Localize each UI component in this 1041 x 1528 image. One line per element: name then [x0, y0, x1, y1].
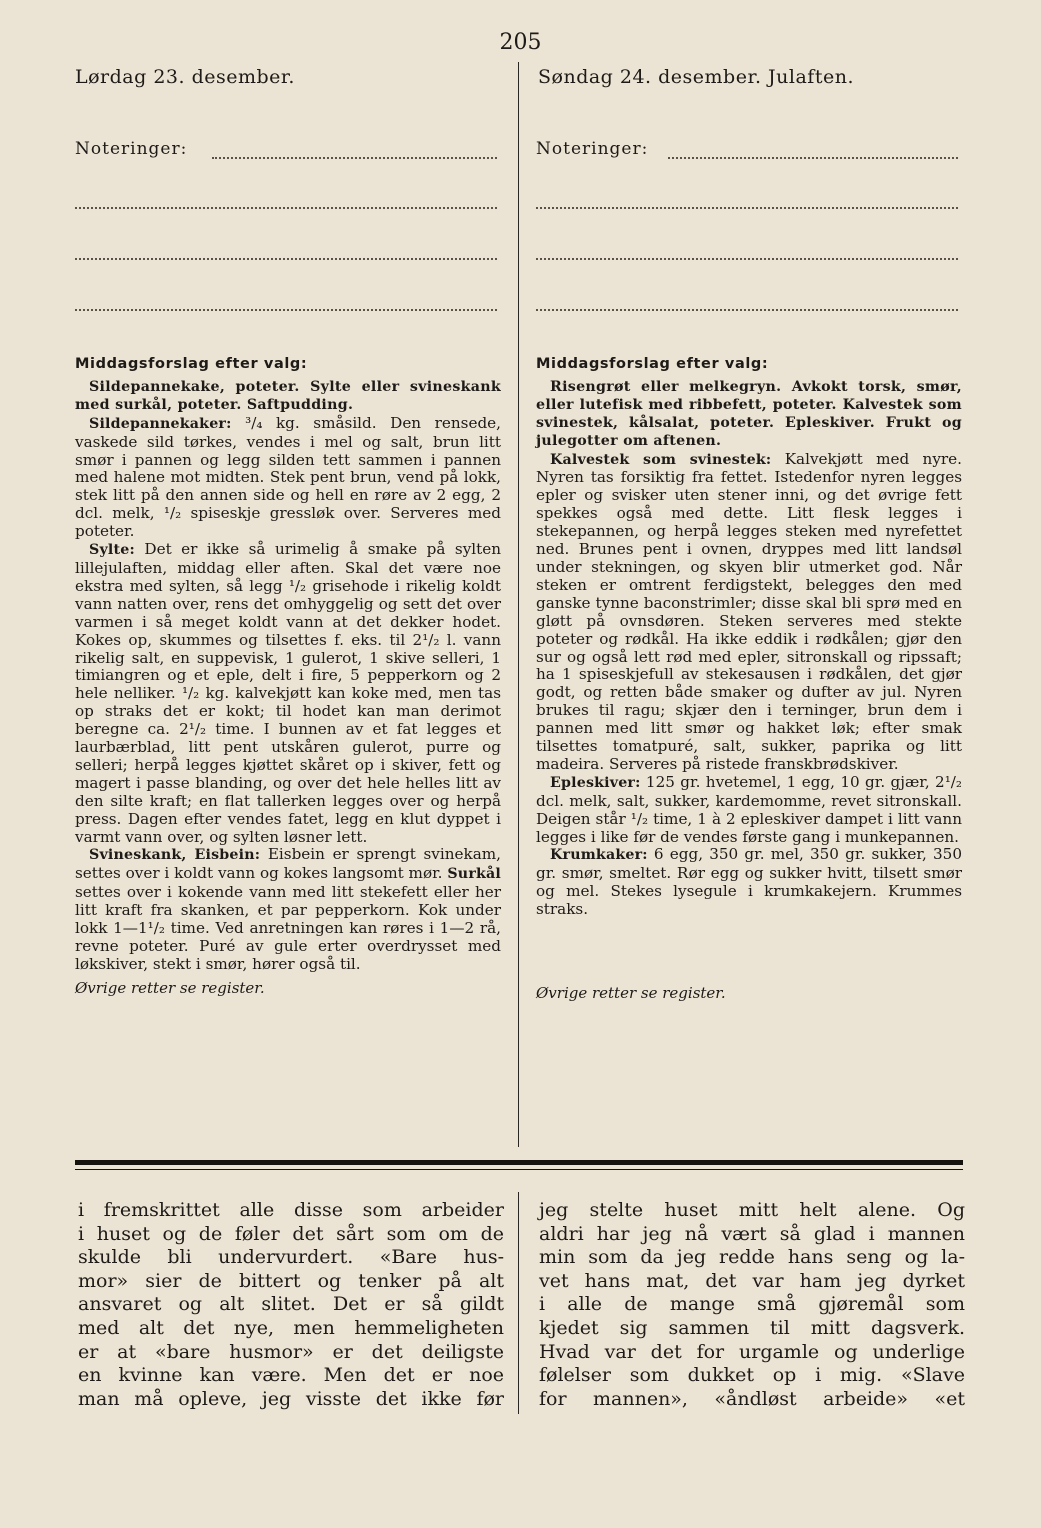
right-recipe-krumkaker	[536, 846, 962, 919]
recipe-subtitle: Surkål	[447, 866, 502, 883]
section-rule-heavy	[75, 1160, 963, 1165]
recipe-text: ³/₄ kg. småsild. Den rensede, vaskede sild tørkes, vendes i mel og salt, brun litt smør i pannen og legg silden tett sammen i pannen med halene mot midten. Stek pent brun, vend på lokk, stek litt på den annen side og hell en røre av 2 egg, 2 dcl. melk, ¹/₂ spiseskje gressløk over. Serveres med poteter.	[75, 413, 501, 541]
text-line: er at «bare husmor» er det deiligste	[78, 1340, 504, 1363]
text-line: jeg stelte huset mitt helt alene. Og	[539, 1199, 965, 1221]
left-day-heading: Lørdag 23. desember.	[75, 66, 295, 88]
recipe-title: Kalvestek som svinestek:	[550, 451, 772, 468]
left-notes-line-4	[75, 309, 497, 311]
bottom-column-divider	[518, 1192, 519, 1414]
text-line: vet hans mat, det var ham jeg dyrket	[539, 1269, 965, 1292]
text-line: aldri har jeg nå vært så glad i mannen	[539, 1222, 965, 1245]
left-notes-line-3	[75, 258, 497, 260]
text-line: med alt det nye, men hemmeligheten	[78, 1316, 504, 1339]
recipe-text: 6 egg, 350 gr. mel, 350 gr. sukker, 350 gr. smør, smeltet. Rør egg og sukker hvitt, tilsett smør og mel. Stekes lysegule i krumkakejern. Krummes straks.	[536, 845, 963, 919]
left-footer-note: Øvrige retter se register.	[75, 978, 265, 997]
left-notes-label: Noteringer:	[75, 139, 188, 159]
text-line: ansvaret og alt slitet. Det er så gildt	[78, 1293, 504, 1316]
right-footer-note: Øvrige retter se register.	[536, 984, 726, 1003]
text-line: mor» sier de bittert og tenker på alt	[78, 1269, 504, 1292]
right-notes-label: Noteringer:	[536, 139, 649, 159]
left-recipe-sylte	[75, 541, 501, 846]
left-menu-intro: Sildepannekake, poteter. Sylte eller svineskank med surkål, poteter. Saftpudding.	[75, 378, 501, 413]
recipe-text: settes over i kokende vann med litt stekefett eller her litt kraft fra skanken, et par pepperkorn. Kok under lokk 1—1¹/₂ time. Ved anretningen kan røres i 1—2 rå, revne poteter. Puré av gule erter overdrysset med løkskiver, stekt i smør, hører også til.	[75, 883, 501, 973]
right-section-title: Middagsforslag efter valg:	[536, 356, 769, 372]
recipe-text: Det er ikke så urimelig å smake på sylten lillejulaften, middag eller aften. Skal det være noe ekstra med sylten, så legg ¹/₂ grisehode i rikelig koldt vann natten over, rens det omhyggelig og sett det over varmen i så meget koldt vann at det dekker hodet. Kokes op, skummes og tilsettes f. eks. til 2¹/₂ l. vann rikelig salt, en suppevisk, 1 gulerot, 1 skive selleri, 1 timiangren og et eple, delt i fire, 5 pepperkorn og 2 hele nelliker. ¹/₂ kg. kalvekjøtt kan koke med, men tas op straks det er kokt; til hodet kan man derimot beregne ca. 2¹/₂ time. I bunnen av et fat legges et laurbærblad, litt pent utskåren gulerot, purre og selleri; herpå legges kjøttet skåret op i skiver, fett og magert i passe blanding, og over det hele helles litt av den silte kraft; en flat tallerken legges over og herpå press. Dagen efter vendes fatet, legg en klut dyppet i varmt vann over, og sylten løsner lett.	[75, 540, 502, 846]
right-recipe-column	[536, 356, 962, 1003]
text-line: en kvinne kan være. Men det er noe	[78, 1364, 504, 1387]
page-number: 205	[499, 30, 542, 55]
left-recipe-sildepannekaker	[75, 415, 501, 541]
section-rule-thin	[75, 1169, 963, 1170]
recipe-title: Svineskank, Eisbein:	[89, 847, 261, 864]
recipe-text: Kalvekjøtt med nyre. Nyren tas forsiktig fra fettet. Istedenfor nyren legges epler og svisker uten stener inni, og det øvrige fett spekkes også med dette. Litt flesk legges i stekepannen, og herpå legges steken med nyrefettet ned. Brunes pent i ovnen, dryppes med litt landsøl under stekningen, og skyen blir utmerket god. Når steken er omtrent ferdigstekt, belegges den med ganske tynne baconstrimler; disse skal bli sprø med en gløtt på ovnsdøren. Steken serveres med stekte poteter og rødkål. Ha ikke eddik i rødkålen; gjør den sur og også lett rød med epler, sitronskall og ripssaft; ha 1 spiseskjefull av stekesausen i rødkålen, det gjør godt, og retten både smaker og dufter av jul. Nyren brukes til ragu; skjær den i terninger, brun dem i pannen med litt smør og hakket løk; efter smak tilsettes tomatpuré, salt, sukker, paprika og litt madeira. Serveres på ristede franskbrødskiver.	[536, 449, 962, 773]
left-notes-line-1	[212, 157, 497, 159]
recipe-title: Epleskiver:	[550, 774, 641, 791]
text-line: i fremskrittet alle disse som arbeider	[78, 1199, 504, 1221]
text-line: følelser som dukket op i mig. «Slave	[539, 1364, 965, 1387]
recipe-title: Sylte:	[89, 542, 135, 559]
recipe-title: Krumkaker:	[550, 847, 648, 864]
recipe-text: 125 gr. hvetemel, 1 egg, 10 gr. gjær, 2¹/₂ dcl. melk, salt, sukker, kardemomme, revet sitronskall. Deigen står ¹/₂ time, 1 à 2 epleskiver dampet i litt vann legges i like før de vendes første gang i munkepannen.	[536, 772, 963, 846]
text-line: skulde bli undervurdert. «Bare hus-	[78, 1246, 504, 1269]
left-recipe-svineskank	[75, 846, 501, 973]
recipe-title: Sildepannekaker:	[89, 415, 232, 432]
right-recipe-kalvestek	[536, 451, 962, 774]
right-notes-line-2	[536, 207, 958, 209]
right-notes-line-4	[536, 309, 958, 311]
text-line: min som da jeg redde hans seng og la-	[539, 1246, 965, 1269]
bottom-left-text	[78, 1199, 504, 1411]
bottom-right-text	[539, 1199, 965, 1411]
left-section-title: Middagsforslag efter valg:	[75, 356, 308, 372]
text-line: i huset og de føler det sårt som om de	[78, 1222, 504, 1245]
left-notes-line-2	[75, 207, 497, 209]
text-line: i alle de mange små gjøremål som	[539, 1293, 965, 1316]
column-divider	[518, 62, 519, 1147]
text-line: man må opleve, jeg visste det ikke før	[78, 1387, 504, 1410]
right-recipe-epleskiver	[536, 774, 962, 847]
text-line: Hvad var det for urgamle og underlige	[539, 1340, 965, 1363]
text-line: kjedet sig sammen til mitt dagsverk.	[539, 1316, 965, 1339]
text-line: for mannen», «åndløst arbeide» «et	[539, 1387, 965, 1410]
right-notes-line-1	[668, 157, 958, 159]
recipe-text: Eisbein er sprengt svinekam, settes over i koldt vann og kokes langsomt mør.	[75, 845, 501, 883]
right-notes-line-3	[536, 258, 958, 260]
right-day-heading: Søndag 24. desember. Julaften.	[538, 66, 854, 88]
left-recipe-column	[75, 356, 501, 998]
right-menu-intro: Risengrøt eller melkegryn. Avkokt torsk, smør, eller lutefisk med ribbefett, poteter. Kalvestek som svinestek, kålsalat, poteter. Epleskiver. Frukt og julegotter om aftenen.	[536, 378, 962, 449]
